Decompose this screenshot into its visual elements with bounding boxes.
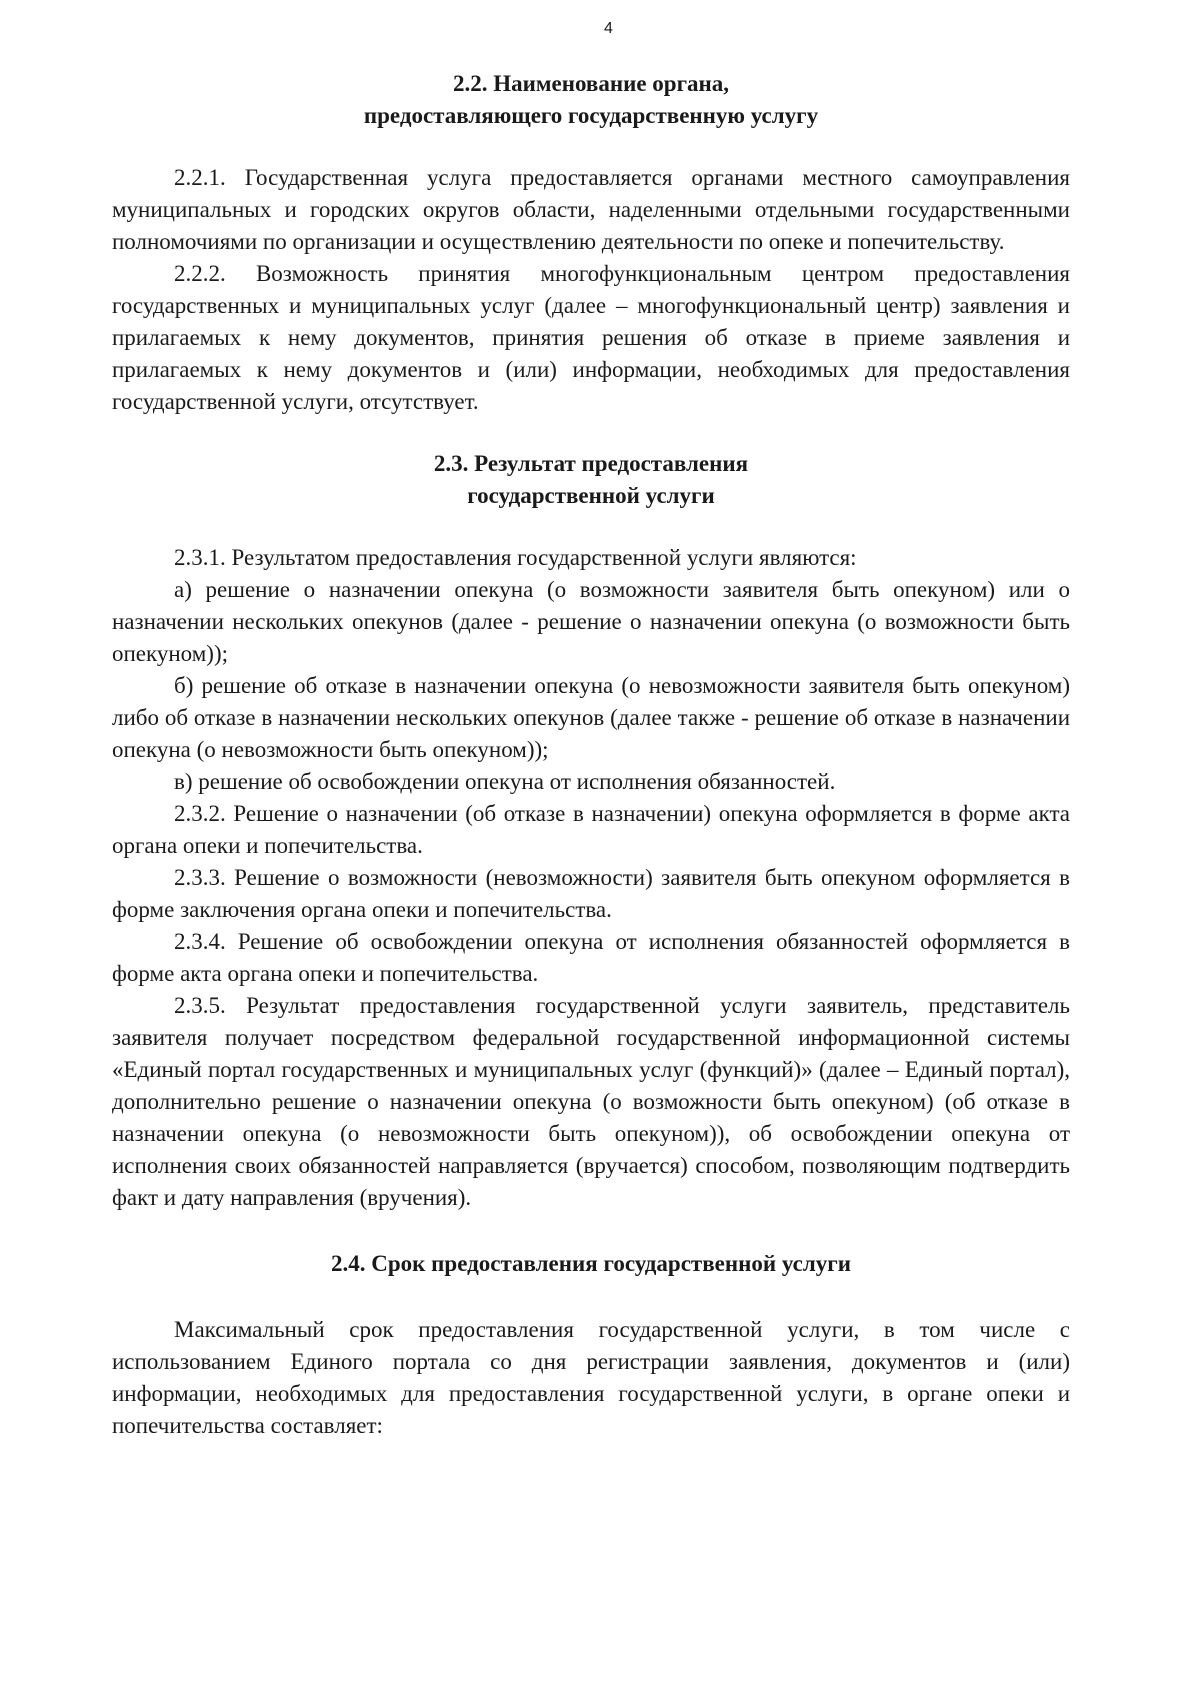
paragraph-2-3-1-b: б) решение об отказе в назначении опекуна (о невозможности заявителя быть опекуном) либо об отказе в назначении нескольких опекунов (далее также - решение об отказе в назначении опекуна (о невозможности быть опекуном)); [112, 673, 1070, 762]
section-2-4-heading [112, 1248, 1070, 1280]
section-2-2-title-line2: предоставляющего государственную услугу [363, 103, 819, 128]
section-2-2-heading [112, 68, 1070, 132]
paragraph-2-2-1: 2.2.1. Государственная услуга предоставляется органами местного самоуправления муниципальных и городских округов области, наделенными отдельными государственными полномочиями по организации и осуществлению деятельности по опеке и попечительству. [112, 165, 1070, 254]
section-2-2-title-line1: 2.2. Наименование органа, [452, 71, 730, 96]
paragraph-2-3-3: 2.3.3. Решение о возможности (невозможности) заявителя быть опекуном оформляется в форме заключения органа опеки и попечительства. [112, 865, 1070, 922]
paragraph-2-4-1: Максимальный срок предоставления государственной услуги, в том числе с использованием Единого портала со дня регистрации заявления, документов и (или) информации, необходимых для предоставления государственной услуги, в органе опеки и попечительства составляет: [112, 1317, 1070, 1438]
paragraph-2-3-5: 2.3.5. Результат предоставления государственной услуги заявитель, представитель заявителя получает посредством федеральной государственной информационной системы «Единый портал государственных и муниципальных услуг (функций)» (далее – Единый портал), дополнительно решение о назначении опекуна (о возможности быть опекуном) (об отказе в назначении опекуна (о невозможности быть опекуном)), об освобождении опекуна от исполнения своих обязанностей направляется (вручается) способом, позволяющим подтвердить факт и дату направления (вручения). [112, 993, 1070, 1210]
paragraph-2-3-4: 2.3.4. Решение об освобождении опекуна от исполнения обязанностей оформляется в форме акта органа опеки и попечительства. [112, 929, 1070, 986]
paragraph-2-3-1-v: в) решение об освобождении опекуна от исполнения обязанностей. [174, 769, 836, 794]
section-2-3-heading [112, 448, 1070, 512]
paragraph-2-3-1-a: а) решение о назначении опекуна (о возможности заявителя быть опекуном) или о назначении нескольких опекунов (далее - решение о назначении опекуна (о возможности быть опекуном)); [112, 577, 1070, 666]
section-2-3-title-line2: государственной услуги [467, 483, 715, 508]
paragraph-2-3-2: 2.3.2. Решение о назначении (об отказе в назначении) опекуна оформляется в форме акта органа опеки и попечительства. [112, 801, 1070, 858]
page-number: 4 [604, 20, 613, 37]
paragraph-2-3-1: 2.3.1. Результатом предоставления государственной услуги являются: [174, 545, 857, 570]
paragraph-2-2-2: 2.2.2. Возможность принятия многофункциональным центром предоставления государственных и муниципальных услуг (далее – многофункциональный центр) заявления и прилагаемых к нему документов, принятия решения об отказе в приеме заявления и прилагаемых к нему документов и (или) информации, необходимых для предоставления государственной услуги, отсутствует. [112, 261, 1070, 414]
section-2-4-title: 2.4. Срок предоставления государственной услуги [331, 1251, 851, 1276]
section-2-3-title-line1: 2.3. Результат предоставления [433, 451, 749, 476]
